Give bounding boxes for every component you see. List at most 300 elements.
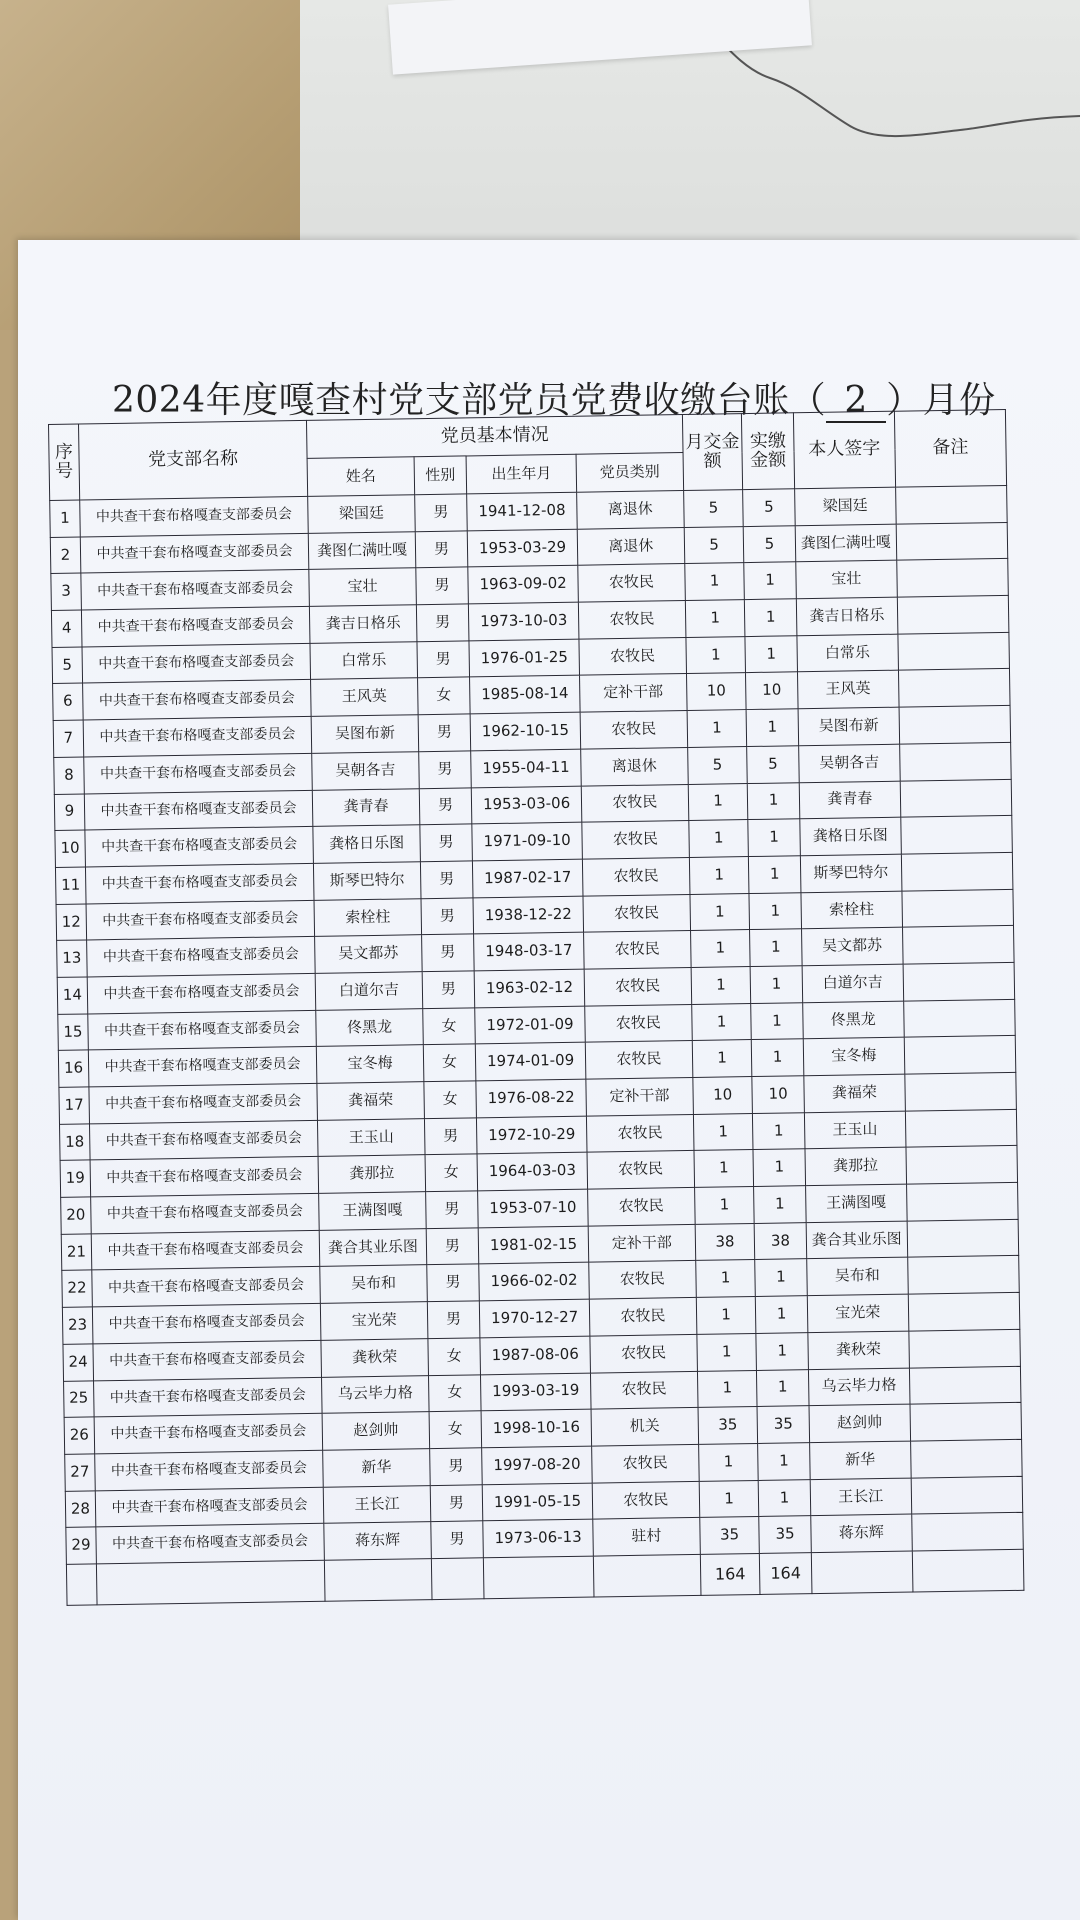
row-category: 农牧民 bbox=[581, 784, 688, 822]
row-index: 29 bbox=[66, 1527, 96, 1564]
row-birth: 1971-09-10 bbox=[472, 822, 582, 860]
row-actual-paid: 1 bbox=[745, 599, 797, 636]
title-prefix: 2024年度嘎查村党支部党员党费收缴台账（ bbox=[112, 380, 827, 421]
row-category: 定补干部 bbox=[588, 1224, 695, 1262]
row-index: 6 bbox=[53, 683, 83, 720]
row-signature: 龚吉日格乐 bbox=[796, 597, 898, 635]
row-actual-paid: 1 bbox=[744, 562, 796, 599]
row-birth: 1993-03-19 bbox=[481, 1373, 591, 1411]
row-monthly-due: 5 bbox=[684, 526, 744, 564]
row-remark bbox=[898, 669, 1010, 707]
row-gender: 男 bbox=[429, 1448, 482, 1486]
total-actual-paid: 164 bbox=[760, 1553, 812, 1595]
row-monthly-due: 38 bbox=[695, 1223, 755, 1261]
row-signature: 王风英 bbox=[797, 671, 899, 709]
row-birth: 1972-10-29 bbox=[477, 1116, 587, 1154]
row-actual-paid: 35 bbox=[757, 1406, 809, 1443]
row-index: 21 bbox=[61, 1234, 91, 1271]
row-category: 定补干部 bbox=[580, 674, 687, 712]
row-signature: 索栓柱 bbox=[801, 891, 903, 929]
header-monthly-due: 月交金额 bbox=[682, 414, 743, 491]
row-birth: 1963-09-02 bbox=[468, 566, 578, 604]
row-monthly-due: 1 bbox=[699, 1480, 759, 1518]
row-remark bbox=[902, 926, 1014, 964]
row-branch: 中共查干套布格嘎查支部委员会 bbox=[95, 1450, 324, 1490]
row-monthly-due: 1 bbox=[696, 1297, 756, 1335]
row-gender: 男 bbox=[427, 1301, 480, 1339]
row-remark bbox=[901, 852, 1013, 890]
row-index: 22 bbox=[62, 1270, 92, 1307]
row-branch: 中共查干套布格嘎查支部委员会 bbox=[81, 606, 310, 646]
header-signature: 本人签字 bbox=[793, 411, 896, 489]
row-index: 10 bbox=[55, 830, 85, 867]
row-actual-paid: 1 bbox=[757, 1369, 809, 1406]
row-name: 索栓柱 bbox=[314, 898, 421, 936]
total-empty-cell bbox=[96, 1560, 325, 1605]
row-remark bbox=[904, 999, 1016, 1037]
row-category: 农牧民 bbox=[582, 857, 689, 895]
row-category: 农牧民 bbox=[589, 1261, 696, 1299]
row-category: 农牧民 bbox=[580, 711, 687, 749]
row-birth: 1974-01-09 bbox=[475, 1042, 585, 1080]
row-gender: 女 bbox=[428, 1374, 481, 1412]
row-monthly-due: 1 bbox=[694, 1150, 754, 1188]
row-remark bbox=[903, 962, 1015, 1000]
row-remark bbox=[898, 632, 1010, 670]
row-gender: 男 bbox=[426, 1228, 479, 1266]
row-index: 9 bbox=[54, 793, 84, 830]
row-gender: 男 bbox=[420, 824, 473, 862]
row-index: 8 bbox=[54, 757, 84, 794]
row-actual-paid: 1 bbox=[752, 1039, 804, 1076]
row-actual-paid: 1 bbox=[745, 636, 797, 673]
row-name: 斯琴巴特尔 bbox=[314, 862, 421, 900]
row-signature: 赵剑帅 bbox=[809, 1404, 911, 1442]
row-actual-paid: 35 bbox=[759, 1516, 811, 1553]
row-branch: 中共查干套布格嘎查支部委员会 bbox=[85, 827, 314, 867]
total-empty-cell bbox=[593, 1554, 700, 1597]
row-name: 白常乐 bbox=[310, 641, 417, 679]
row-gender: 男 bbox=[416, 604, 469, 642]
row-category: 农牧民 bbox=[583, 894, 690, 932]
row-signature: 吴文都苏 bbox=[801, 927, 903, 965]
row-birth: 1955-04-11 bbox=[471, 749, 581, 787]
row-gender: 男 bbox=[427, 1264, 480, 1302]
row-actual-paid: 1 bbox=[751, 966, 803, 1003]
row-signature: 白道尔吉 bbox=[802, 964, 904, 1002]
row-birth: 1981-02-15 bbox=[478, 1226, 588, 1264]
row-actual-paid: 38 bbox=[755, 1222, 807, 1259]
row-branch: 中共查干套布格嘎查支部委员会 bbox=[89, 1083, 318, 1123]
row-monthly-due: 1 bbox=[692, 1040, 752, 1078]
row-actual-paid: 1 bbox=[748, 782, 800, 819]
row-remark bbox=[896, 485, 1008, 523]
row-index: 23 bbox=[62, 1307, 92, 1344]
row-actual-paid: 1 bbox=[759, 1479, 811, 1516]
row-branch: 中共查干套布格嘎查支部委员会 bbox=[84, 753, 313, 793]
row-birth: 1991-05-15 bbox=[482, 1483, 592, 1521]
row-birth: 1948-03-17 bbox=[474, 932, 584, 970]
row-actual-paid: 1 bbox=[756, 1296, 808, 1333]
row-branch: 中共查干套布格嘎查支部委员会 bbox=[93, 1340, 322, 1380]
row-monthly-due: 1 bbox=[694, 1187, 754, 1225]
row-branch: 中共查干套布格嘎查支部委员会 bbox=[91, 1230, 320, 1270]
row-actual-paid: 1 bbox=[751, 1002, 803, 1039]
row-birth: 1953-03-29 bbox=[467, 529, 577, 567]
row-remark bbox=[905, 1072, 1017, 1110]
row-remark bbox=[900, 742, 1012, 780]
row-category: 农牧民 bbox=[586, 1114, 693, 1152]
row-name: 吴朝各吉 bbox=[312, 752, 419, 790]
total-empty-cell bbox=[811, 1551, 913, 1594]
row-actual-paid: 1 bbox=[753, 1112, 805, 1149]
row-gender: 男 bbox=[419, 787, 472, 825]
row-name: 新华 bbox=[323, 1449, 430, 1487]
row-name: 乌云毕力格 bbox=[322, 1375, 429, 1413]
header-index: 序号 bbox=[49, 424, 80, 500]
row-category: 农牧民 bbox=[590, 1371, 697, 1409]
row-index: 11 bbox=[55, 867, 85, 904]
row-index: 2 bbox=[50, 537, 80, 574]
row-birth: 1964-03-03 bbox=[477, 1152, 587, 1190]
row-index: 15 bbox=[58, 1014, 88, 1051]
row-name: 龚青春 bbox=[312, 788, 419, 826]
row-gender: 男 bbox=[421, 897, 474, 935]
row-monthly-due: 1 bbox=[688, 783, 748, 821]
row-birth: 1987-08-06 bbox=[480, 1336, 590, 1374]
header-gender: 性别 bbox=[414, 456, 467, 495]
row-category: 农牧民 bbox=[585, 1004, 692, 1042]
total-empty-cell bbox=[912, 1549, 1024, 1592]
row-actual-paid: 1 bbox=[749, 892, 801, 929]
header-name: 姓名 bbox=[307, 457, 414, 497]
row-index: 12 bbox=[56, 904, 86, 941]
row-gender: 男 bbox=[415, 494, 468, 532]
row-branch: 中共查干套布格嘎查支部委员会 bbox=[80, 533, 309, 573]
row-index: 7 bbox=[53, 720, 83, 757]
row-monthly-due: 1 bbox=[698, 1443, 758, 1481]
row-name: 蒋东辉 bbox=[324, 1522, 431, 1560]
row-index: 16 bbox=[58, 1050, 88, 1087]
row-name: 王玉山 bbox=[318, 1118, 425, 1156]
row-category: 农牧民 bbox=[590, 1334, 697, 1372]
header-category: 党员类别 bbox=[576, 453, 683, 493]
row-actual-paid: 1 bbox=[754, 1186, 806, 1223]
row-name: 吴文都苏 bbox=[315, 935, 422, 973]
row-monthly-due: 1 bbox=[697, 1370, 757, 1408]
row-signature: 王长江 bbox=[810, 1478, 912, 1516]
row-gender: 男 bbox=[430, 1484, 483, 1522]
row-gender: 男 bbox=[419, 751, 472, 789]
row-monthly-due: 1 bbox=[693, 1113, 753, 1151]
row-gender: 男 bbox=[431, 1521, 484, 1559]
row-category: 农牧民 bbox=[587, 1151, 694, 1189]
row-name: 梁国廷 bbox=[308, 495, 415, 533]
row-signature: 佟黑龙 bbox=[802, 1001, 904, 1039]
dues-ledger-table bbox=[48, 409, 1024, 1606]
header-remarks: 备注 bbox=[894, 409, 1006, 487]
row-actual-paid: 5 bbox=[744, 525, 796, 562]
row-category: 农牧民 bbox=[584, 967, 691, 1005]
row-monthly-due: 10 bbox=[686, 673, 746, 711]
row-branch: 中共查干套布格嘎查支部委员会 bbox=[89, 1120, 318, 1160]
row-branch: 中共查干套布格嘎查支部委员会 bbox=[94, 1414, 323, 1454]
header-basic-info: 党员基本情况 bbox=[307, 415, 683, 459]
row-signature: 龚图仁满吐嘎 bbox=[795, 524, 897, 562]
row-monthly-due: 1 bbox=[689, 856, 749, 894]
row-actual-paid: 1 bbox=[749, 856, 801, 893]
total-monthly-due: 164 bbox=[700, 1553, 760, 1595]
row-birth: 1976-01-25 bbox=[469, 639, 579, 677]
row-signature: 蒋东辉 bbox=[810, 1514, 912, 1552]
row-name: 王长江 bbox=[323, 1485, 430, 1523]
row-actual-paid: 1 bbox=[750, 929, 802, 966]
row-category: 农牧民 bbox=[588, 1188, 695, 1226]
row-remark bbox=[907, 1182, 1019, 1220]
row-monthly-due: 1 bbox=[685, 600, 745, 638]
row-branch: 中共查干套布格嘎查支部委员会 bbox=[88, 1010, 317, 1050]
row-name: 赵剑帅 bbox=[322, 1412, 429, 1450]
row-actual-paid: 1 bbox=[756, 1332, 808, 1369]
row-birth: 1970-12-27 bbox=[479, 1299, 589, 1337]
row-remark bbox=[900, 779, 1012, 817]
row-name: 宝光荣 bbox=[321, 1302, 428, 1340]
row-birth: 1963-02-12 bbox=[474, 969, 584, 1007]
row-remark bbox=[909, 1366, 1021, 1404]
row-gender: 女 bbox=[429, 1411, 482, 1449]
row-monthly-due: 5 bbox=[683, 490, 743, 528]
row-gender: 男 bbox=[417, 641, 470, 679]
row-index: 25 bbox=[64, 1380, 94, 1417]
row-name: 龚合其业乐图 bbox=[319, 1228, 426, 1266]
row-monthly-due: 1 bbox=[686, 636, 746, 674]
row-category: 农牧民 bbox=[584, 931, 691, 969]
row-birth: 1953-03-06 bbox=[471, 786, 581, 824]
row-index: 17 bbox=[59, 1087, 89, 1124]
row-monthly-due: 1 bbox=[688, 820, 748, 858]
row-category: 驻村 bbox=[593, 1518, 700, 1556]
row-monthly-due: 1 bbox=[695, 1260, 755, 1298]
total-empty-cell bbox=[431, 1558, 484, 1600]
row-signature: 王满图嘎 bbox=[805, 1184, 907, 1222]
row-signature: 龚福荣 bbox=[803, 1074, 905, 1112]
row-branch: 中共查干套布格嘎查支部委员会 bbox=[95, 1487, 324, 1527]
row-remark bbox=[897, 559, 1009, 597]
row-actual-paid: 10 bbox=[752, 1076, 804, 1113]
row-branch: 中共查干套布格嘎查支部委员会 bbox=[85, 863, 314, 903]
row-signature: 新华 bbox=[809, 1441, 911, 1479]
row-category: 农牧民 bbox=[592, 1481, 699, 1519]
row-category: 定补干部 bbox=[586, 1077, 693, 1115]
row-actual-paid: 5 bbox=[747, 746, 799, 783]
row-birth: 1985-08-14 bbox=[470, 676, 580, 714]
row-birth: 1953-07-10 bbox=[478, 1189, 588, 1227]
row-gender: 男 bbox=[425, 1191, 478, 1229]
row-index: 18 bbox=[59, 1124, 89, 1161]
row-signature: 龚那拉 bbox=[805, 1147, 907, 1185]
row-index: 1 bbox=[50, 500, 80, 537]
row-monthly-due: 35 bbox=[699, 1517, 759, 1555]
row-gender: 女 bbox=[424, 1081, 477, 1119]
row-remark bbox=[908, 1256, 1020, 1294]
row-branch: 中共查干套布格嘎查支部委员会 bbox=[82, 680, 311, 720]
row-monthly-due: 1 bbox=[690, 893, 750, 931]
row-name: 龚福荣 bbox=[317, 1082, 424, 1120]
row-signature: 王玉山 bbox=[804, 1111, 906, 1149]
header-branch: 党支部名称 bbox=[78, 420, 307, 500]
row-name: 王满图嘎 bbox=[319, 1192, 426, 1230]
header-actual-paid: 实缴金额 bbox=[742, 413, 794, 490]
row-signature: 龚合其业乐图 bbox=[806, 1221, 908, 1259]
row-monthly-due: 1 bbox=[691, 1003, 751, 1041]
row-remark bbox=[902, 889, 1014, 927]
row-signature: 龚青春 bbox=[799, 781, 901, 819]
title-suffix: ）月份 bbox=[886, 380, 996, 421]
row-gender: 男 bbox=[418, 714, 471, 752]
row-remark bbox=[912, 1513, 1024, 1551]
row-branch: 中共查干套布格嘎查支部委员会 bbox=[80, 496, 309, 536]
row-signature: 斯琴巴特尔 bbox=[800, 854, 902, 892]
row-actual-paid: 1 bbox=[746, 709, 798, 746]
row-category: 农牧民 bbox=[579, 637, 686, 675]
row-signature: 吴朝各吉 bbox=[798, 744, 900, 782]
row-branch: 中共查干套布格嘎查支部委员会 bbox=[87, 973, 316, 1013]
row-birth: 1973-06-13 bbox=[483, 1519, 593, 1557]
row-signature: 龚格日乐图 bbox=[799, 817, 901, 855]
row-index: 19 bbox=[60, 1160, 90, 1197]
row-remark bbox=[904, 1036, 1016, 1074]
row-name: 宝冬梅 bbox=[316, 1045, 423, 1083]
row-remark bbox=[911, 1439, 1023, 1477]
row-birth: 1938-12-22 bbox=[473, 896, 583, 934]
row-branch: 中共查干套布格嘎查支部委员会 bbox=[86, 900, 315, 940]
row-name: 宝壮 bbox=[309, 568, 416, 606]
row-gender: 女 bbox=[423, 1007, 476, 1045]
row-remark bbox=[911, 1476, 1023, 1514]
row-category: 离退休 bbox=[581, 747, 688, 785]
row-index: 20 bbox=[61, 1197, 91, 1234]
row-monthly-due: 1 bbox=[697, 1333, 757, 1371]
row-signature: 宝光荣 bbox=[807, 1294, 909, 1332]
row-remark bbox=[910, 1403, 1022, 1441]
row-index: 13 bbox=[57, 940, 87, 977]
title-month: 2 bbox=[826, 380, 886, 423]
row-name: 王风英 bbox=[311, 678, 418, 716]
header-birth: 出生年月 bbox=[466, 454, 576, 494]
row-name: 吴图布新 bbox=[311, 715, 418, 753]
row-category: 农牧民 bbox=[578, 564, 685, 602]
row-branch: 中共查干套布格嘎查支部委员会 bbox=[92, 1303, 321, 1343]
row-branch: 中共查干套布格嘎查支部委员会 bbox=[84, 790, 313, 830]
row-actual-paid: 1 bbox=[753, 1149, 805, 1186]
row-gender: 女 bbox=[423, 1044, 476, 1082]
row-branch: 中共查干套布格嘎查支部委员会 bbox=[90, 1157, 319, 1197]
row-branch: 中共查干套布格嘎查支部委员会 bbox=[83, 717, 312, 757]
row-category: 农牧民 bbox=[585, 1041, 692, 1079]
row-remark bbox=[901, 816, 1013, 854]
row-name: 龚秋荣 bbox=[321, 1338, 428, 1376]
row-monthly-due: 1 bbox=[691, 966, 751, 1004]
total-empty-cell bbox=[66, 1564, 96, 1605]
row-birth: 1966-02-02 bbox=[479, 1263, 589, 1301]
row-birth: 1962-10-15 bbox=[470, 712, 580, 750]
row-signature: 龚秋荣 bbox=[807, 1331, 909, 1369]
row-index: 14 bbox=[57, 977, 87, 1014]
row-birth: 1976-08-22 bbox=[476, 1079, 586, 1117]
total-empty-cell bbox=[483, 1556, 594, 1599]
row-signature: 梁国廷 bbox=[794, 487, 896, 525]
row-gender: 男 bbox=[422, 971, 475, 1009]
row-index: 5 bbox=[52, 647, 82, 684]
row-signature: 宝壮 bbox=[795, 561, 897, 599]
row-monthly-due: 1 bbox=[690, 930, 750, 968]
row-birth: 1998-10-16 bbox=[481, 1409, 591, 1447]
row-branch: 中共查干套布格嘎查支部委员会 bbox=[81, 570, 310, 610]
row-index: 26 bbox=[64, 1417, 94, 1454]
row-index: 4 bbox=[51, 610, 81, 647]
row-name: 龚图仁满吐嘎 bbox=[308, 531, 415, 569]
row-name: 龚格日乐图 bbox=[313, 825, 420, 863]
row-remark bbox=[907, 1219, 1019, 1257]
row-gender: 男 bbox=[421, 934, 474, 972]
row-actual-paid: 1 bbox=[758, 1443, 810, 1480]
row-branch: 中共查干套布格嘎查支部委员会 bbox=[93, 1377, 322, 1417]
row-monthly-due: 10 bbox=[693, 1077, 753, 1115]
row-signature: 乌云毕力格 bbox=[808, 1368, 910, 1406]
row-category: 农牧民 bbox=[589, 1298, 696, 1336]
row-actual-paid: 1 bbox=[755, 1259, 807, 1296]
row-remark bbox=[896, 522, 1008, 560]
row-signature: 宝冬梅 bbox=[803, 1037, 905, 1075]
row-branch: 中共查干套布格嘎查支部委员会 bbox=[92, 1267, 321, 1307]
row-name: 龚吉日格乐 bbox=[310, 605, 417, 643]
row-branch: 中共查干套布格嘎查支部委员会 bbox=[88, 1047, 317, 1087]
row-index: 28 bbox=[65, 1490, 95, 1527]
row-remark bbox=[906, 1146, 1018, 1184]
row-signature: 吴布和 bbox=[806, 1258, 908, 1296]
row-category: 离退休 bbox=[577, 491, 684, 529]
row-category: 农牧民 bbox=[592, 1444, 699, 1482]
row-gender: 女 bbox=[425, 1154, 478, 1192]
row-actual-paid: 5 bbox=[743, 489, 795, 526]
row-actual-paid: 10 bbox=[746, 672, 798, 709]
ledger-body bbox=[50, 485, 1024, 1605]
row-name: 龚那拉 bbox=[318, 1155, 425, 1193]
row-name: 佟黑龙 bbox=[316, 1008, 423, 1046]
row-remark bbox=[897, 595, 1009, 633]
row-index: 27 bbox=[65, 1454, 95, 1491]
row-gender: 男 bbox=[415, 531, 468, 569]
row-gender: 男 bbox=[420, 861, 473, 899]
row-category: 机关 bbox=[591, 1408, 698, 1446]
row-gender: 男 bbox=[416, 567, 469, 605]
row-monthly-due: 1 bbox=[687, 710, 747, 748]
row-birth: 1972-01-09 bbox=[475, 1006, 585, 1044]
row-branch: 中共查干套布格嘎查支部委员会 bbox=[91, 1193, 320, 1233]
row-remark bbox=[909, 1329, 1021, 1367]
row-birth: 1997-08-20 bbox=[482, 1446, 592, 1484]
row-birth: 1973-10-03 bbox=[469, 602, 579, 640]
row-gender: 女 bbox=[428, 1338, 481, 1376]
row-remark bbox=[905, 1109, 1017, 1147]
row-branch: 中共查干套布格嘎查支部委员会 bbox=[86, 937, 315, 977]
row-signature: 吴图布新 bbox=[798, 707, 900, 745]
row-actual-paid: 1 bbox=[748, 819, 800, 856]
row-monthly-due: 5 bbox=[687, 746, 747, 784]
row-name: 白道尔吉 bbox=[315, 972, 422, 1010]
row-category: 农牧民 bbox=[578, 601, 685, 639]
row-index: 24 bbox=[63, 1344, 93, 1381]
